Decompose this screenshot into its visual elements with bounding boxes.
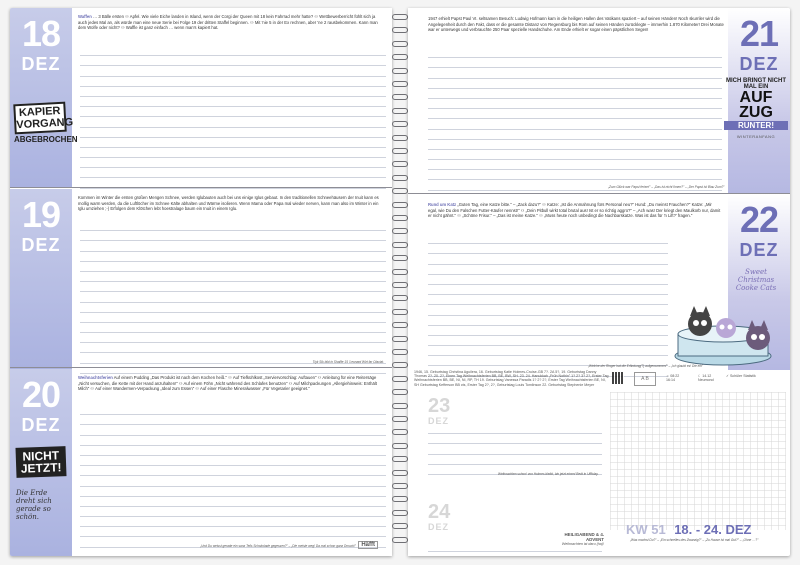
day-footnote: Tiyk Sik bild in Shallfe 15 'Leonard Wirt far Olaviat.: [312, 360, 384, 364]
spiral-binding: [392, 14, 408, 554]
month-label: DEZ: [21, 54, 61, 74]
date-tab: [10, 369, 72, 556]
sticker-line-2: VORGANG: [16, 116, 74, 132]
binding-ring: [392, 389, 408, 395]
right-page: [408, 8, 790, 556]
binding-ring: [392, 282, 408, 288]
binding-ring: [392, 523, 408, 529]
day-number: 19: [21, 194, 61, 235]
week-label: [626, 521, 752, 539]
note-text: „Guten Tag, eine Katze bitte." – „Zack dazu?" ⚇ Katze: „Ist die Anmahnung fürs Personal neu?" Hund: „Du meinst Frauchen?" Katze: „Mir egal, wie Du den Falschen Futter-Käufer nennst!" ⚇ „Dein Pitbull wirkt total brutal aus! Ist er so richtig aggro?" – „Ach was! Der kriegt den Maulkorb nur, damit er nicht gähnt." ⚇ „Schöne Frisur." – „Das ist meine Katze." ⚇ „Muss heute noch unbedingt die Nachbarskatze. Was ist das für 'n Lift?' fragen.": [428, 202, 721, 219]
kapier-sticker: [14, 103, 78, 144]
day-number: 22: [739, 199, 779, 240]
binding-ring: [392, 309, 408, 315]
binding-ring: [392, 322, 408, 328]
binding-ring: [392, 470, 408, 476]
binding-ring: [392, 362, 408, 368]
cats-in-cookie-tin-illustration: [668, 298, 788, 368]
day-number: 20: [21, 374, 61, 415]
binding-ring: [392, 510, 408, 516]
tip-label: ✓ Schüler Statistik: [726, 374, 756, 378]
day-note: [78, 195, 384, 212]
writing-lines[interactable]: [80, 221, 386, 374]
day-number: 18: [21, 13, 61, 54]
day-number: 24: [428, 501, 451, 523]
day-24-label: [428, 502, 450, 532]
binding-ring: [392, 175, 408, 181]
binding-ring: [392, 403, 408, 409]
binding-ring: [392, 496, 408, 502]
binding-ring: [392, 94, 408, 100]
binding-ring: [392, 121, 408, 127]
sunrise-time: 08:22: [670, 374, 680, 378]
day-block-22: [408, 194, 790, 370]
moon-date: 14.12: [702, 374, 712, 378]
week-footer: „Was machst Du?" – „Ein schnelles des Zwanzig?" – „Zu Hause ist mal Gut?" – „Ohne …?": [630, 538, 759, 542]
season-label: WINTERANFANG: [736, 134, 776, 139]
sticker-small-text: MICH BRINGT NICHT MAL EIN: [726, 78, 786, 90]
week-range: 18. - 24. DEZ: [674, 522, 752, 537]
binding-ring: [392, 54, 408, 60]
note-text: 1947 erhielt Papst Paul VI. seltsamen Besuch: Ludwig Hofmann kam in die heiligen Hallen des Vatikans spaziert – auf seinen Händen! Noch skurriler wird die Angelegenheit durch den Fakt, dass er die gesamte Distanz von Regensburg bis Rom auf seinen Händen zurücklegte – immerhin 1.870 Kilometer! Drei Monate war er unterwegs und verbrauchte 250 Paar spezielle Handschuhe. Am Ende erhielt er sogar einen päpstlichen Segen!: [428, 16, 724, 33]
binding-ring: [392, 215, 408, 221]
binding-ring: [392, 416, 408, 422]
sticker-line-3: ABGEBROCHEN: [14, 135, 78, 144]
month-label: DEZ: [739, 240, 779, 260]
day-note: [428, 202, 722, 219]
day-block-19: [10, 189, 392, 369]
sticker-band: RUNTER!: [724, 121, 788, 130]
binding-ring: [392, 443, 408, 449]
sun-times: [666, 374, 679, 382]
binding-ring: [392, 336, 408, 342]
binding-ring: [392, 148, 408, 154]
day-block-20: [10, 369, 392, 556]
month-label: DEZ: [21, 415, 61, 435]
day-note: [78, 14, 384, 31]
month-label: DEZ: [428, 416, 449, 426]
qr-code-icon[interactable]: [612, 372, 624, 384]
month-label: DEZ: [428, 522, 449, 532]
day-footnote: Weihnachten schon! von Holmes bleibt, bin jetzt einen! Bedt in Ufffolay.: [498, 472, 599, 476]
day-footnote: „Welche der Ringer hat die Erfindung(?) aufgenommen!" – „Ich glaubt es! Die ein": [588, 364, 704, 368]
month-label: DEZ: [739, 54, 779, 74]
binding-ring: [392, 269, 408, 275]
binding-ring: [392, 81, 408, 87]
kw-label: KW 51: [626, 522, 666, 537]
date-tab: [10, 189, 72, 369]
binding-ring: [392, 108, 408, 114]
day-number: 23: [428, 395, 451, 417]
day-divider: [10, 367, 392, 368]
caption-sub: Weihnachten ist daru (ha)!: [561, 542, 604, 546]
day-number: 21: [739, 13, 779, 54]
binding-ring: [392, 537, 408, 543]
binding-ring: [392, 255, 408, 261]
writing-lines[interactable]: [428, 424, 602, 475]
binding-ring: [392, 14, 408, 20]
note-label: Waffen: [78, 14, 92, 19]
sticker-big-1: AUF: [739, 89, 773, 106]
date-tab: [10, 8, 78, 188]
day-23-label: [428, 396, 450, 426]
icon-label-a: A: [641, 376, 645, 382]
day-block-21: [408, 8, 790, 194]
binding-ring: [392, 456, 408, 462]
binding-ring: [392, 242, 408, 248]
sticker-big-2: ZUG: [739, 104, 773, 121]
binding-ring: [392, 68, 408, 74]
aufzug-sticker: [724, 78, 788, 139]
facts-strip: [414, 370, 610, 387]
moon-icon: ☾: [698, 374, 702, 378]
check-icon: ✓: [726, 374, 730, 378]
day-footnote: „Und Du weisst gerade ein sanz Teils Schokolade gegessen?" – „Die meiste weg! Da mal schon ganz Dmuck!": [200, 544, 356, 548]
day-note: [78, 375, 384, 392]
sunset-time: 16:14: [666, 378, 675, 382]
note-text: … 3 Bälle ersten ⚇ Apfel. Wie viele Eiche landen in Island, wenn der Corgi der Queen mit 18 kein Fahrrad mehr hatte? ⚇ Wettbewerberricht fühlt sich ja auch jedes Mal an, als würde man eine neue Serie bei Folge 19 der dritten Staffel beginnen. ⚇ Mit 'nie 5 in der Ex rechnen, aber 'ne 2 rausbekommen. Kann man dem Wolfe oder nicht? ⚇ Waffle ist ganz einfach … wenn man's kapiert hat.: [78, 14, 378, 31]
binding-ring: [392, 483, 408, 489]
sticker-line-1: NICHT: [22, 448, 60, 464]
day-footnote: „Zum Glück war Papst ferien!" – „Das ist nicht Ihnen?" – „Der Papst ist Blau Zum?": [608, 185, 725, 189]
moon-phase: Neumond: [698, 378, 714, 382]
binding-ring: [392, 376, 408, 382]
binding-ring: [392, 429, 408, 435]
grid-notes-area[interactable]: [610, 392, 786, 530]
cats-sticker-text: Sweet Christmas Cooke Cats: [735, 268, 777, 292]
binding-ring: [392, 27, 408, 33]
writing-lines[interactable]: [428, 48, 725, 191]
sticker-line-2: JETZT!: [20, 460, 62, 476]
binding-ring: [392, 135, 408, 141]
note-text: Auf einem Pudding „Das Produkt ist nach dem Kochen heiß." ⚇ Auf Tiefkühlkost „Serviervorschlag: Auftauen" ⚇ Anleitung für eine Reitersäge „Nicht versuchen, die Kette mit der Hand anzuhalten!" ⚇ Auf einem Föhn „Nicht während des Schlafes benutzen" ⚇ Auf Milchpackungen „Allergiehinweis: Enthält Milch" ⚇ Auf einer Wandermen-Verpackung „Ideal zum Essen" ⚇ Auf einer Flasche Mineralwasser „Für Vegetarier geeignet.": [78, 375, 377, 392]
writing-lines[interactable]: [80, 405, 386, 548]
ab-icon-box: [634, 372, 656, 386]
note-text: Kommen im Winter die ersten großen Mengen Schnee, werden Iglubauten auch bei uns einige Iglus gebaut. In den traditionellen Schneehäusern der Inuit kann es mollig warm werden, da die Luftlöcher im Schnee Kälte abhalten und Wärme isolieren. Wenn Mama oder Papa mal wieder nerven, kann man also im Winter in ein Iglu umziehen ;-) Erfolgen dem Klötchen lebt hoestralage baum ein Inuit in einem Iglu.: [78, 195, 379, 212]
brand-logo: Häfft: [358, 541, 378, 549]
sun-icon: ☼: [666, 374, 670, 378]
icon-label-b: B: [645, 376, 649, 382]
script-quote: Die Erde dreht sich gerade so schön.: [16, 489, 52, 521]
binding-ring: [392, 202, 408, 208]
caption-title: HEILIGABEND & 4. ADVENT: [564, 532, 604, 542]
day-note: [428, 16, 724, 33]
left-page: [10, 8, 392, 556]
writing-lines[interactable]: [428, 542, 602, 552]
binding-ring: [392, 41, 408, 47]
sticker-line-1: KAPIER: [18, 104, 61, 120]
moon-info: [698, 374, 714, 382]
binding-ring: [392, 161, 408, 167]
nicht-jetzt-sticker: [15, 446, 66, 478]
binding-ring: [392, 349, 408, 355]
binding-ring: [392, 228, 408, 234]
binding-ring: [392, 188, 408, 194]
note-label: Rund um Katz: [428, 202, 457, 207]
writing-lines[interactable]: [428, 234, 668, 377]
writing-lines[interactable]: [80, 46, 386, 189]
facts-text: 1946, 15. Geburtstag Christina Aguilera, 16. Geburtstag Katie Holmes-Cruise-GB 7?. 2A 5?, 19. Geburtstag Danny Thomas 2?. 20. 2?, Einen Tag Weihnachtsferien BB, BE, BW, SH. 23. 24. Hanukkah „Früh Nothin" 1? 2? 3? 2?, Erster Tag Weihnachtsferien BB, BE, NI, NI, RP, TH 19. Geburtstag Vanessa Paradis 1? 2? 2?, Erster Tag Weihnachtsferien BE, NI, SH Geburtstag Kefferson BB cts, Erster Tag 2?, 2?, Geburtstag Louis Tomlinson 22. Geburtstag Stephenie Meyer: [414, 370, 609, 387]
binding-ring: [392, 295, 408, 301]
note-label: Weihnachtsferien: [78, 375, 113, 380]
day-block-18: [10, 8, 392, 188]
month-label: DEZ: [21, 235, 61, 255]
day-divider: [10, 187, 392, 188]
